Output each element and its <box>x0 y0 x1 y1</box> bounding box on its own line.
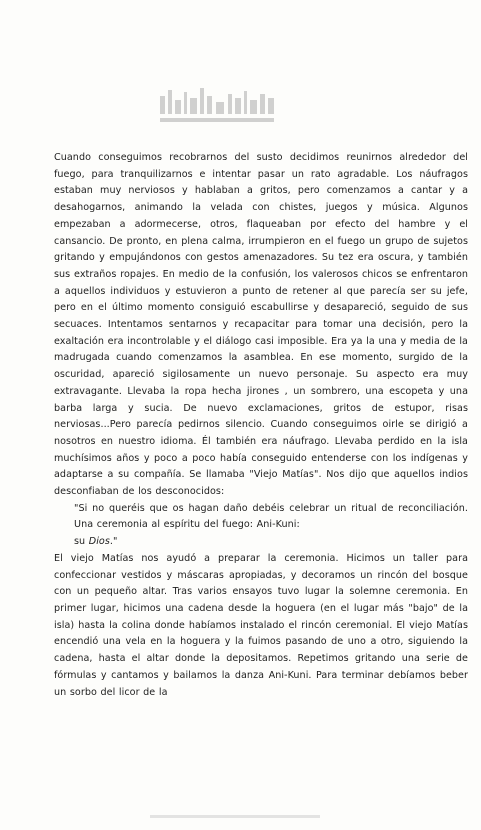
quote-line-2 <box>54 534 468 551</box>
paragraph-2: El viejo Matías nos ayudó a preparar la ceremonia. Hicimos un taller para confeccionar vestidos y máscaras apropiadas, y decoramos un rincón del bosque con un pequeño altar. Tras varios ensayos tuvo lugar la solemne ceremonia. En primer lugar, hicimos una cadena desde la hoguera (en el lugar más "bajo" de la isla) hasta la colina donde habíamos instalado el rincón ceremonial. El viejo Matías encendió una vela en la hoguera y la fuimos pasando de uno a otro, siguiendo la cadena, hasta el altar donde la depositamos. Repetimos gritando una serie de fórmulas y cantamos y bailamos la danza Ani-Kuni. Para terminar debíamos beber un sorbo del licor de la <box>54 552 468 698</box>
document-body <box>54 150 468 701</box>
faded-footer-mark <box>150 812 320 822</box>
quote-line-1: "Si no queréis que os hagan daño debéis celebrar un ritual de reconciliación. Una ceremonia al espíritu del fuego: Ani-Kuni: <box>74 502 468 531</box>
quote-suffix: ." <box>109 536 118 548</box>
quote-prefix: su <box>74 536 89 548</box>
quote-italic-word: Dios <box>88 536 110 548</box>
faded-header-logo <box>150 82 290 130</box>
paragraph-1: Cuando conseguimos recobrarnos del susto decidimos reunirnos alrededor del fuego, para tranquilizarnos e intentar pasar un rato agradable. Los náufragos estaban muy nerviosos y hablaban a gritos, pero comenzamos a cantar y a desahogarnos, animando la velada con chistes, juegos y música. Algunos empezaban a adormecerse, otros, flaqueaban por efecto del hambre y el cansancio. De pronto, en plena calma, irrumpieron en el fuego un grupo de sujetos gritando y empujándonos con gestos amenazadores. Su tez era oscura, y también sus extraños ropajes. En medio de la confusión, los valerosos chicos se enfrentaron a aquellos individuos y estuvieron a punto de retener al que parecía ser su jefe, pero en el último momento consiguió escabullirse y desapareció, seguido de sus secuaces. Intentamos sentarnos y recapacitar para tomar una decisión, pero la exaltación era incontrolable y el diálogo casi imposible. Era ya la una y media de la madrugada cuando comenzamos la asamblea. En ese momento, surgido de la oscuridad, apareció sigilosamente un nuevo personaje. Su aspecto era muy extravagante. Llevaba la ropa hecha jirones , un sombrero, una escopeta y una barba larga y sucia. De nuevo exclamaciones, gritos de estupor, risas nerviosas...Pero parecía pedirnos silencio. Cuando conseguimos oirle se dirigió a nosotros en nuestro idioma. Él también era náufrago. Llevaba perdido en la isla muchísimos años y poco a poco había conseguido entenderse con los indígenas y adaptarse a su compañía. Se llamaba "Viejo Matías". Nos dijo que aquellos indios desconfiaban de los desconocidos: <box>54 152 468 498</box>
